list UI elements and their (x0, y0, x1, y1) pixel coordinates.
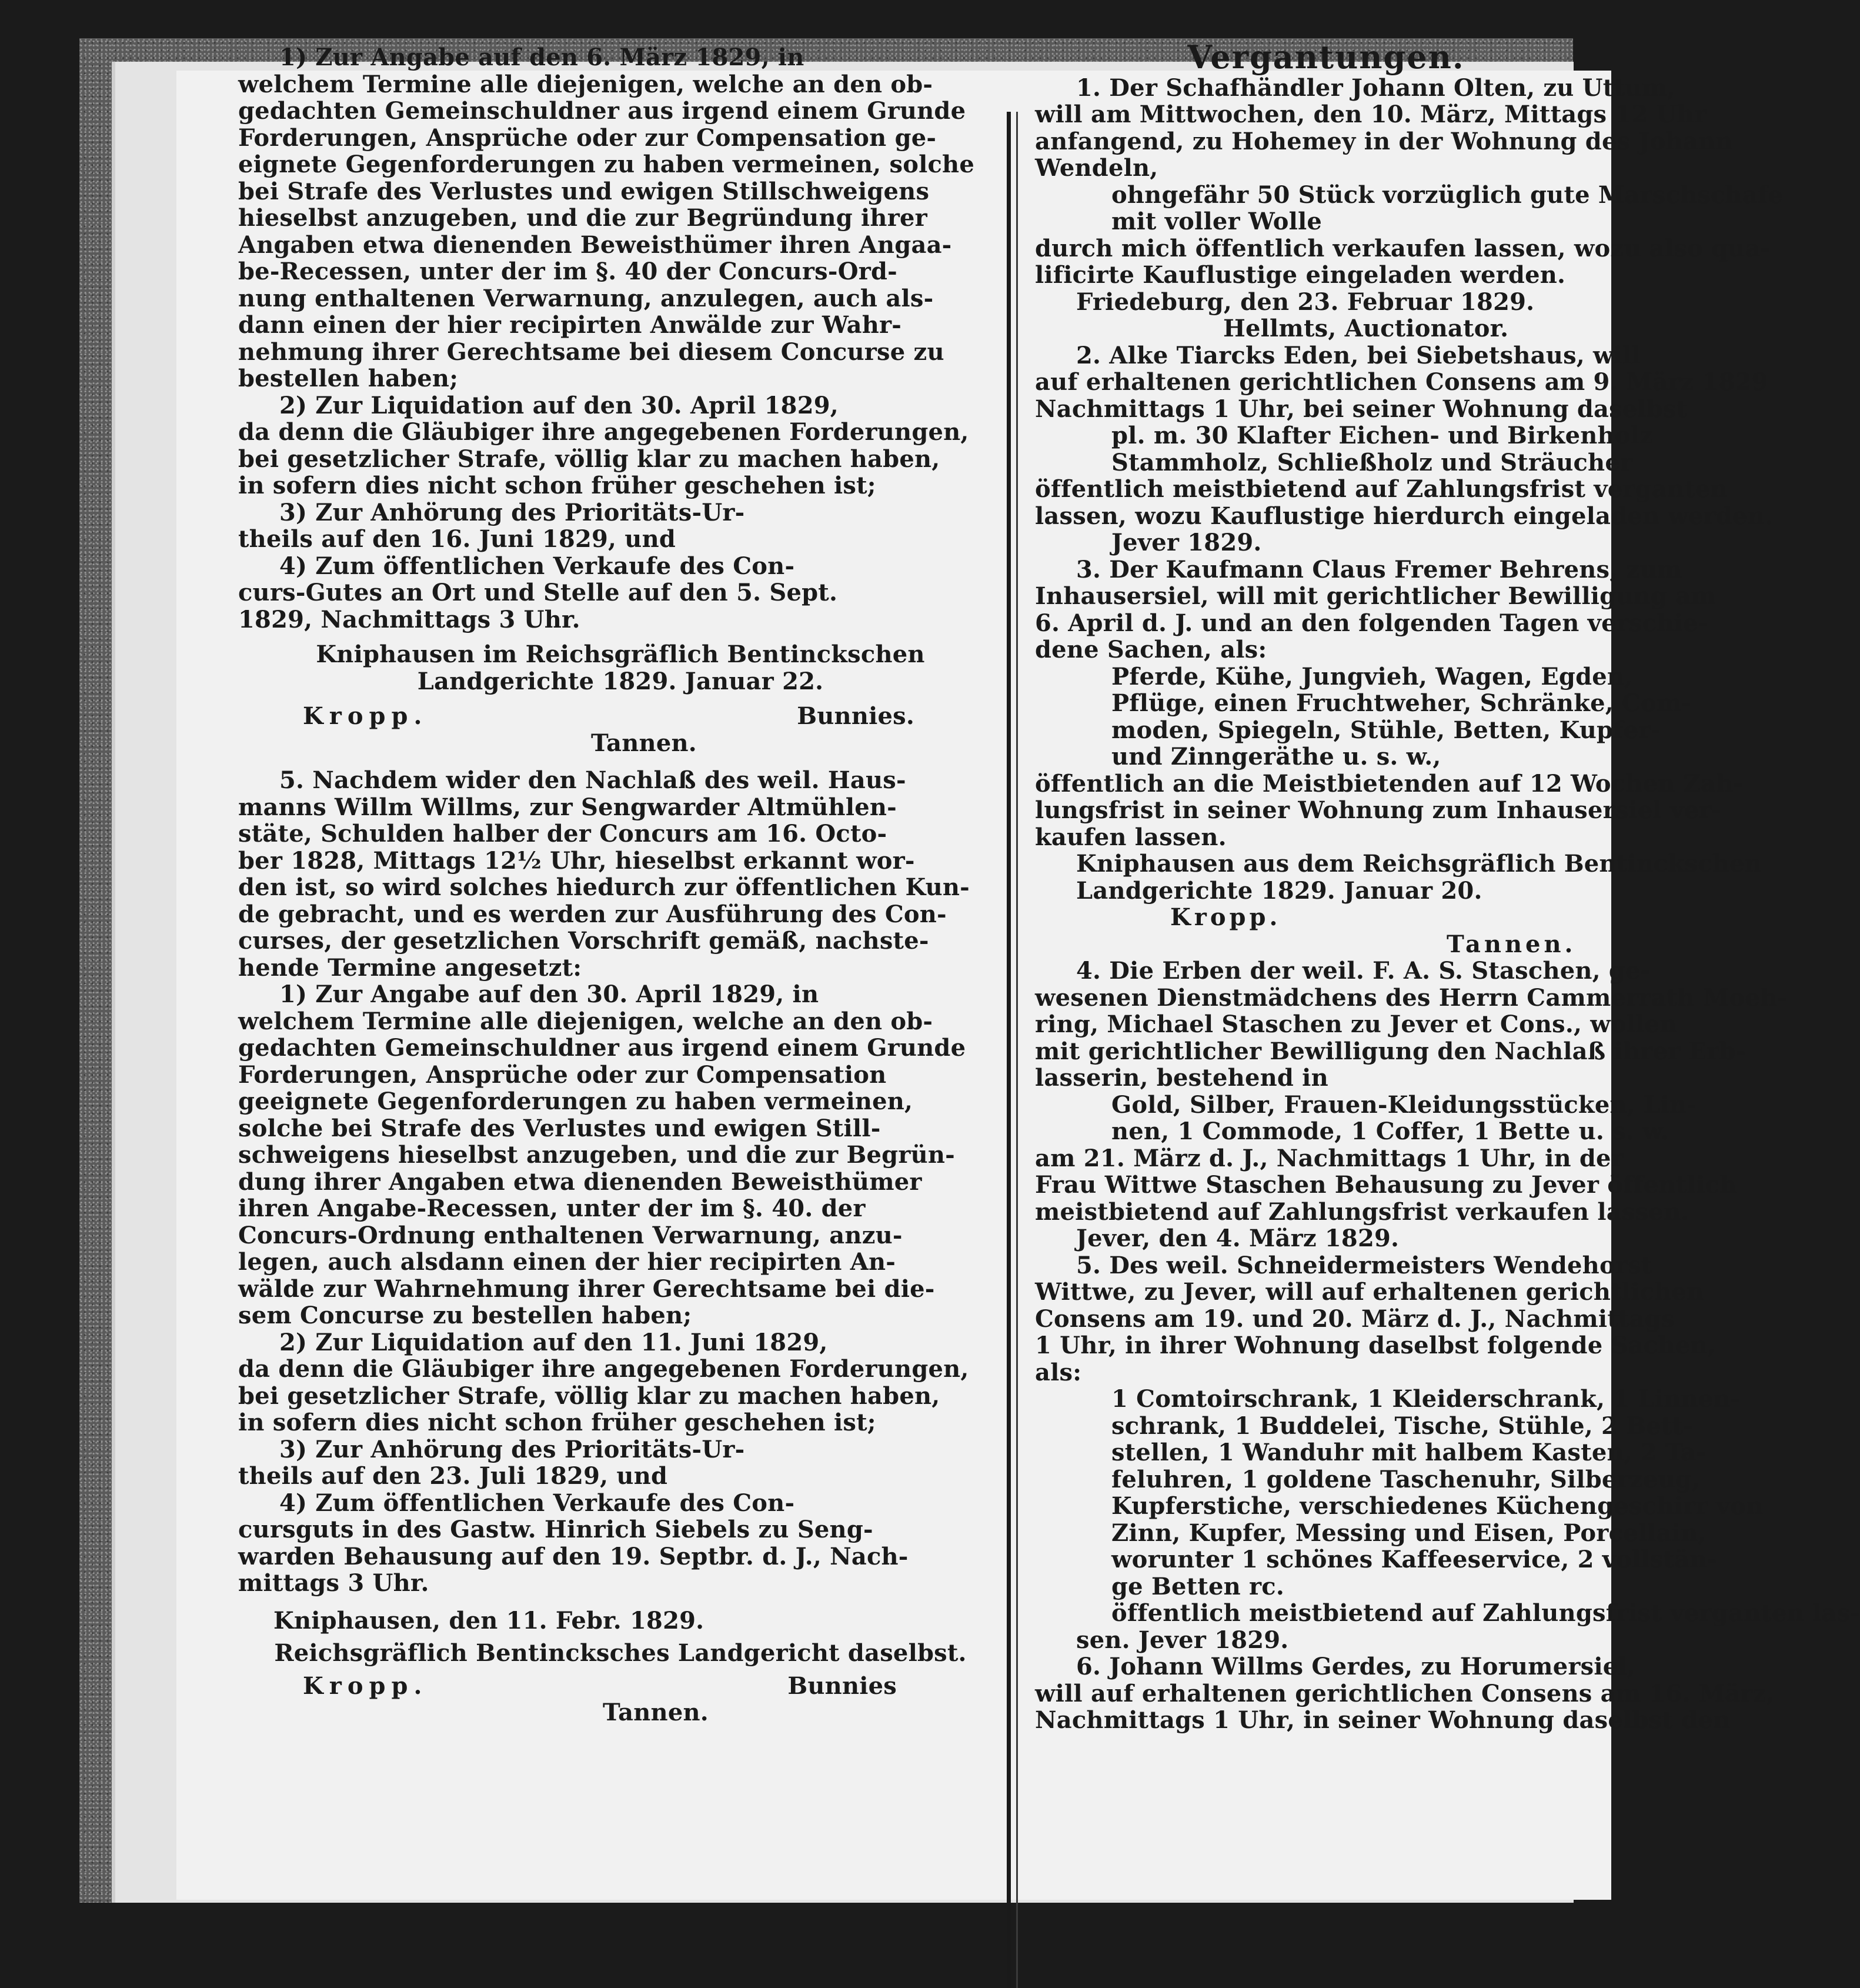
text-line: Wittwe, zu Jever, will auf erhaltenen gerichtlichen (1035, 1278, 1704, 1306)
left-text-block-2 (238, 767, 1003, 1597)
text-line: 1) Zur Angabe auf den 30. April 1829, in (279, 980, 819, 1008)
text-line: wälde zur Wahrnehmung ihrer Gerechtsame bei die- (238, 1275, 935, 1303)
text-line: 6. April d. J. und an den folgenden Tagen verschie- (1035, 609, 1708, 637)
text-line: lasserin, bestehend in (1035, 1064, 1328, 1092)
signature-tannen-1: Tannen. (591, 729, 697, 757)
text-line: Kupferstiche, verschiedenes Küchengeschirr von (1111, 1492, 1764, 1520)
text-line: 2. Alke Tiarcks Eden, bei Siebetshaus, will (1076, 341, 1641, 369)
text-line: curses, der gesetzlichen Vorschrift gemäß, nachste- (238, 927, 929, 955)
text-line: Forderungen, Ansprüche oder zur Compensation (238, 1060, 887, 1089)
text-line: öffentlich meistbietend auf Zahlungsfrist verganten (1035, 475, 1728, 503)
place-line-2: Kniphausen, den 11. Febr. 1829. (273, 1606, 704, 1635)
text-line: 2) Zur Liquidation auf den 11. Juni 1829, (279, 1328, 828, 1356)
text-line: cursguts in des Gastw. Hinrich Siebels zu Seng- (238, 1516, 873, 1543)
text-line: pl. m. 30 Klafter Eichen- und Birkenholz (1111, 422, 1654, 449)
text-line: will am Mittwochen, den 10. März, Mittags 12 Uhr (1035, 101, 1707, 128)
text-line: Angaben etwa dienenden Beweisthümer ihren Angaa- (238, 231, 952, 259)
text-line: ber 1828, Mittags 12½ Uhr, hieselbst erkannt wor- (238, 846, 915, 875)
text-line: meistbietend auf Zahlungsfrist verkaufen lassen. (1035, 1198, 1689, 1226)
text-line: Zinn, Kupfer, Messing und Eisen, Porcellain, (1111, 1519, 1707, 1547)
text-line: 4) Zum öffentlichen Verkaufe des Con- (279, 1489, 795, 1517)
text-line: geeignete Gegenforderungen zu haben vermeinen, (238, 1088, 913, 1115)
column-divider (1007, 112, 1011, 1988)
text-line: manns Willm Willms, zur Sengwarder Altmühlen- (238, 793, 897, 821)
text-line: sem Concurse zu bestellen haben; (238, 1302, 692, 1329)
text-line: Inhausersiel, will mit gerichtlicher Bewilligung am (1035, 582, 1716, 610)
text-line: eignete Gegenforderungen zu haben vermeinen, solche (238, 151, 974, 178)
text-line: 4. Die Erben der weil. F. A. S. Staschen, ge- (1076, 957, 1651, 985)
text-line: Consens am 19. und 20. März d. J., Nachmittags (1035, 1305, 1675, 1333)
text-line: schweigens hieselbst anzugeben, und die zur Begrün- (238, 1141, 955, 1169)
text-line: theils auf den 23. Juli 1829, und (238, 1462, 668, 1490)
text-line: Pferde, Kühe, Jungvieh, Wagen, Egden, (1111, 662, 1633, 691)
text-line: 2) Zur Liquidation auf den 30. April 1829, (279, 391, 839, 419)
text-line: 1. Der Schafhändler Johann Olten, zu Uttum, (1076, 74, 1676, 102)
text-line: bestellen haben; (238, 365, 459, 392)
text-line: am 21. März d. J., Nachmittags 1 Uhr, in der (1035, 1144, 1624, 1172)
text-line: bei gesetzlicher Strafe, völlig klar zu machen haben, (238, 1382, 940, 1410)
text-line: Frau Wittwe Staschen Behausung zu Jever öffentlich (1035, 1171, 1737, 1199)
text-line: Nachmittags 1 Uhr, bei seiner Wohnung daselbst (1035, 395, 1688, 423)
section-heading: Vergantungen. (1187, 38, 1465, 76)
text-line: gedachten Gemeinschuldner aus irgend einem Grunde (238, 1034, 966, 1062)
text-line: Forderungen, Ansprüche oder zur Compensation ge- (238, 124, 937, 152)
text-line: welchem Termine alle diejenigen, welche an den ob- (238, 1007, 933, 1035)
place-line-1: Kniphausen im Reichsgräflich Bentinckschen (316, 641, 925, 668)
text-line: lassen, wozu Kauflustige hierdurch eingeladen werden. (1035, 502, 1774, 530)
text-line: warden Behausung auf den 19. Septbr. d. J., Nach- (238, 1542, 909, 1570)
text-line: Stammholz, Schließholz und Sträucher (1111, 448, 1633, 476)
text-line: mit voller Wolle (1111, 208, 1323, 235)
left-column (238, 44, 1003, 1726)
text-line: den ist, so wird solches hiedurch zur öffentlichen Kun- (238, 873, 970, 901)
text-line: Jever 1829. (1111, 529, 1262, 556)
text-line: gedachten Gemeinschuldner aus irgend einem Grunde (238, 97, 966, 125)
text-line: hieselbst anzugeben, und die zur Begründung ihrer (238, 204, 927, 232)
signature-row-2 (238, 1673, 1003, 1700)
text-line: da denn die Gläubiger ihre angegebenen Forderungen, (238, 418, 969, 446)
text-line: als: (1035, 1358, 1082, 1386)
signature-kropp-2: Kropp. (303, 1672, 428, 1700)
text-line: 3) Zur Anhörung des Prioritäts-Ur- (279, 498, 745, 526)
right-column (1035, 38, 1860, 1734)
text-line: öffentlich an die Meistbietenden auf 12 Wochen Zah- (1035, 769, 1744, 798)
text-line: Kropp. (1170, 903, 1281, 931)
left-text-block-1 (238, 44, 1003, 633)
text-line: lificirte Kauflustige eingeladen werden. (1035, 261, 1566, 289)
text-line: 1) Zur Angabe auf den 6. März 1829, in (279, 44, 804, 71)
text-line: moden, Spiegeln, Stühle, Betten, Kupfer- (1111, 716, 1661, 744)
text-line: ring, Michael Staschen zu Jever et Cons., wollen (1035, 1010, 1677, 1038)
text-line: 4) Zum öffentlichen Verkaufe des Con- (279, 552, 795, 580)
text-line: in sofern dies nicht schon früher geschehen ist; (238, 472, 876, 499)
text-line: welchem Termine alle diejenigen, welche an den ob- (238, 70, 933, 98)
text-line: will auf erhaltenen gerichtlichen Consens am 16. März, (1035, 1679, 1775, 1707)
signature-tannen-2: Tannen. (603, 1699, 709, 1726)
signature-kropp-1: Kropp. (303, 702, 428, 730)
text-line: bei gesetzlicher Strafe, völlig klar zu machen haben, (238, 445, 940, 473)
text-line: Wendeln, (1035, 154, 1158, 182)
text-line: Friedeburg, den 23. Februar 1829. (1076, 288, 1535, 316)
text-line: ge Betten rc. (1111, 1572, 1284, 1600)
text-line: mit gerichtlicher Bewilligung den Nachlaß ihrer Erb- (1035, 1037, 1746, 1065)
text-line: dung ihrer Angaben etwa dienenden Beweisthümer (238, 1168, 922, 1196)
text-line: 6. Johann Willms Gerdes, zu Horumersiel, (1076, 1653, 1635, 1680)
text-line: 1 Uhr, in ihrer Wohnung daselbst folgende Sachen, (1035, 1332, 1716, 1359)
text-line: ohngefähr 50 Stück vorzüglich gute Marschschafe (1111, 181, 1784, 209)
column-divider-inner (1016, 112, 1018, 1988)
text-line: anfangend, zu Hohemey in der Wohnung des Johann (1035, 127, 1733, 155)
text-line: worunter 1 schönes Kaffeeservice, 2 vollstän- (1111, 1546, 1717, 1573)
text-line: Nachmittags 1 Uhr, in seiner Wohnung daselbst den (1035, 1706, 1731, 1734)
text-line: be-Recessen, unter der im §. 40 der Concurs-Ord- (238, 258, 897, 285)
text-line: nehmung ihrer Gerechtsame bei diesem Concurse zu (238, 338, 944, 366)
text-line: ihren Angabe-Recessen, unter der im §. 40. der (238, 1195, 866, 1222)
text-line: schrank, 1 Buddelei, Tische, Stühle, 2 Bett- (1111, 1412, 1693, 1440)
text-line: dann einen der hier recipirten Anwälde zur Wahr- (238, 311, 902, 339)
text-line: wesenen Dienstmädchens des Herrn Cammerrath Moeh- (1035, 983, 1787, 1012)
text-line: nen, 1 Commode, 1 Coffer, 1 Bette u. s. w. (1111, 1118, 1669, 1145)
text-line: Pflüge, einen Fruchtweher, Schränke, Com- (1111, 689, 1692, 717)
text-line: auf erhaltenen gerichtlichen Consens am 9. März 1829 (1035, 368, 1768, 396)
text-line: stäte, Schulden halber der Concurs am 16. Octo- (238, 820, 887, 848)
right-text-block (1035, 74, 1860, 1734)
text-line: Concurs-Ordnung enthaltenen Verwarnung, anzu- (238, 1221, 903, 1249)
text-line: 1 Comtoirschrank, 1 Kleiderschrank, 1 Linnen- (1111, 1385, 1741, 1413)
court-line-2: Reichsgräflich Bentincksches Landgericht daselbst. (274, 1639, 967, 1667)
text-line: 3. Der Kaufmann Claus Fremer Behrens, zum (1076, 555, 1682, 583)
text-line: stellen, 1 Wanduhr mit halbem Kasten, 2 Ta- (1111, 1439, 1707, 1466)
text-line: mittags 3 Uhr. (238, 1569, 429, 1597)
text-line: Jever, den 4. März 1829. (1076, 1225, 1400, 1252)
text-line: 5. Nachdem wider den Nachlaß des weil. Haus- (279, 766, 906, 794)
text-line: 3) Zur Anhörung des Prioritäts-Ur- (279, 1435, 745, 1463)
text-line: in sofern dies nicht schon früher geschehen ist; (238, 1409, 876, 1436)
text-line: Kniphausen aus dem Reichsgräflich Bentinckschen (1076, 850, 1762, 878)
text-line: Gold, Silber, Frauen-Kleidungsstücken, Lin- (1111, 1090, 1697, 1119)
text-line: nung enthaltenen Verwarnung, anzulegen, auch als- (238, 284, 934, 312)
text-line: feluhren, 1 goldene Taschenuhr, Silberzeug, (1111, 1465, 1700, 1493)
text-line: sen. Jever 1829. (1076, 1626, 1289, 1654)
text-line: theils auf den 16. Juni 1829, und (238, 525, 676, 553)
text-line: durch mich öffentlich verkaufen lassen, wozu also qua- (1035, 234, 1771, 262)
signature-bunnies-1: Bunnies. (797, 702, 914, 730)
text-line: da denn die Gläubiger ihre angegebenen Forderungen, (238, 1355, 969, 1383)
signature-bunnies-2: Bunnies (787, 1672, 897, 1700)
text-line: Hellmts, Auctionator. (1223, 315, 1509, 342)
text-line: legen, auch alsdann einen der hier recipirten An- (238, 1248, 896, 1276)
text-line: de gebracht, und es werden zur Ausführung des Con- (238, 900, 947, 928)
text-line: 5. Des weil. Schneidermeisters Wendehorst (1076, 1251, 1652, 1279)
text-line: lungsfrist in seiner Wohnung zum Inhausersiel ver- (1035, 796, 1722, 824)
court-line-1: Landgerichte 1829. Januar 22. (417, 667, 824, 695)
text-line: dene Sachen, als: (1035, 636, 1267, 663)
text-line: 1829, Nachmittags 3 Uhr. (238, 605, 580, 633)
text-line: öffentlich meistbietend auf Zahlungsfrist verganten las- (1111, 1599, 1860, 1627)
text-line: hende Termine angesetzt: (238, 953, 582, 982)
text-line: und Zinngeräthe u. s. w., (1111, 743, 1441, 770)
signature-row-1 (238, 703, 1003, 730)
text-line: Landgerichte 1829. Januar 20. (1076, 876, 1482, 905)
text-line: solche bei Strafe des Verlustes und ewigen Still- (238, 1114, 881, 1142)
text-line: bei Strafe des Verlustes und ewigen Stillschweigens (238, 177, 930, 205)
text-line: Tannen. (1447, 930, 1577, 958)
text-line: curs-Gutes an Ort und Stelle auf den 5. Sept. (238, 579, 838, 606)
text-line: kaufen lassen. (1035, 823, 1227, 851)
